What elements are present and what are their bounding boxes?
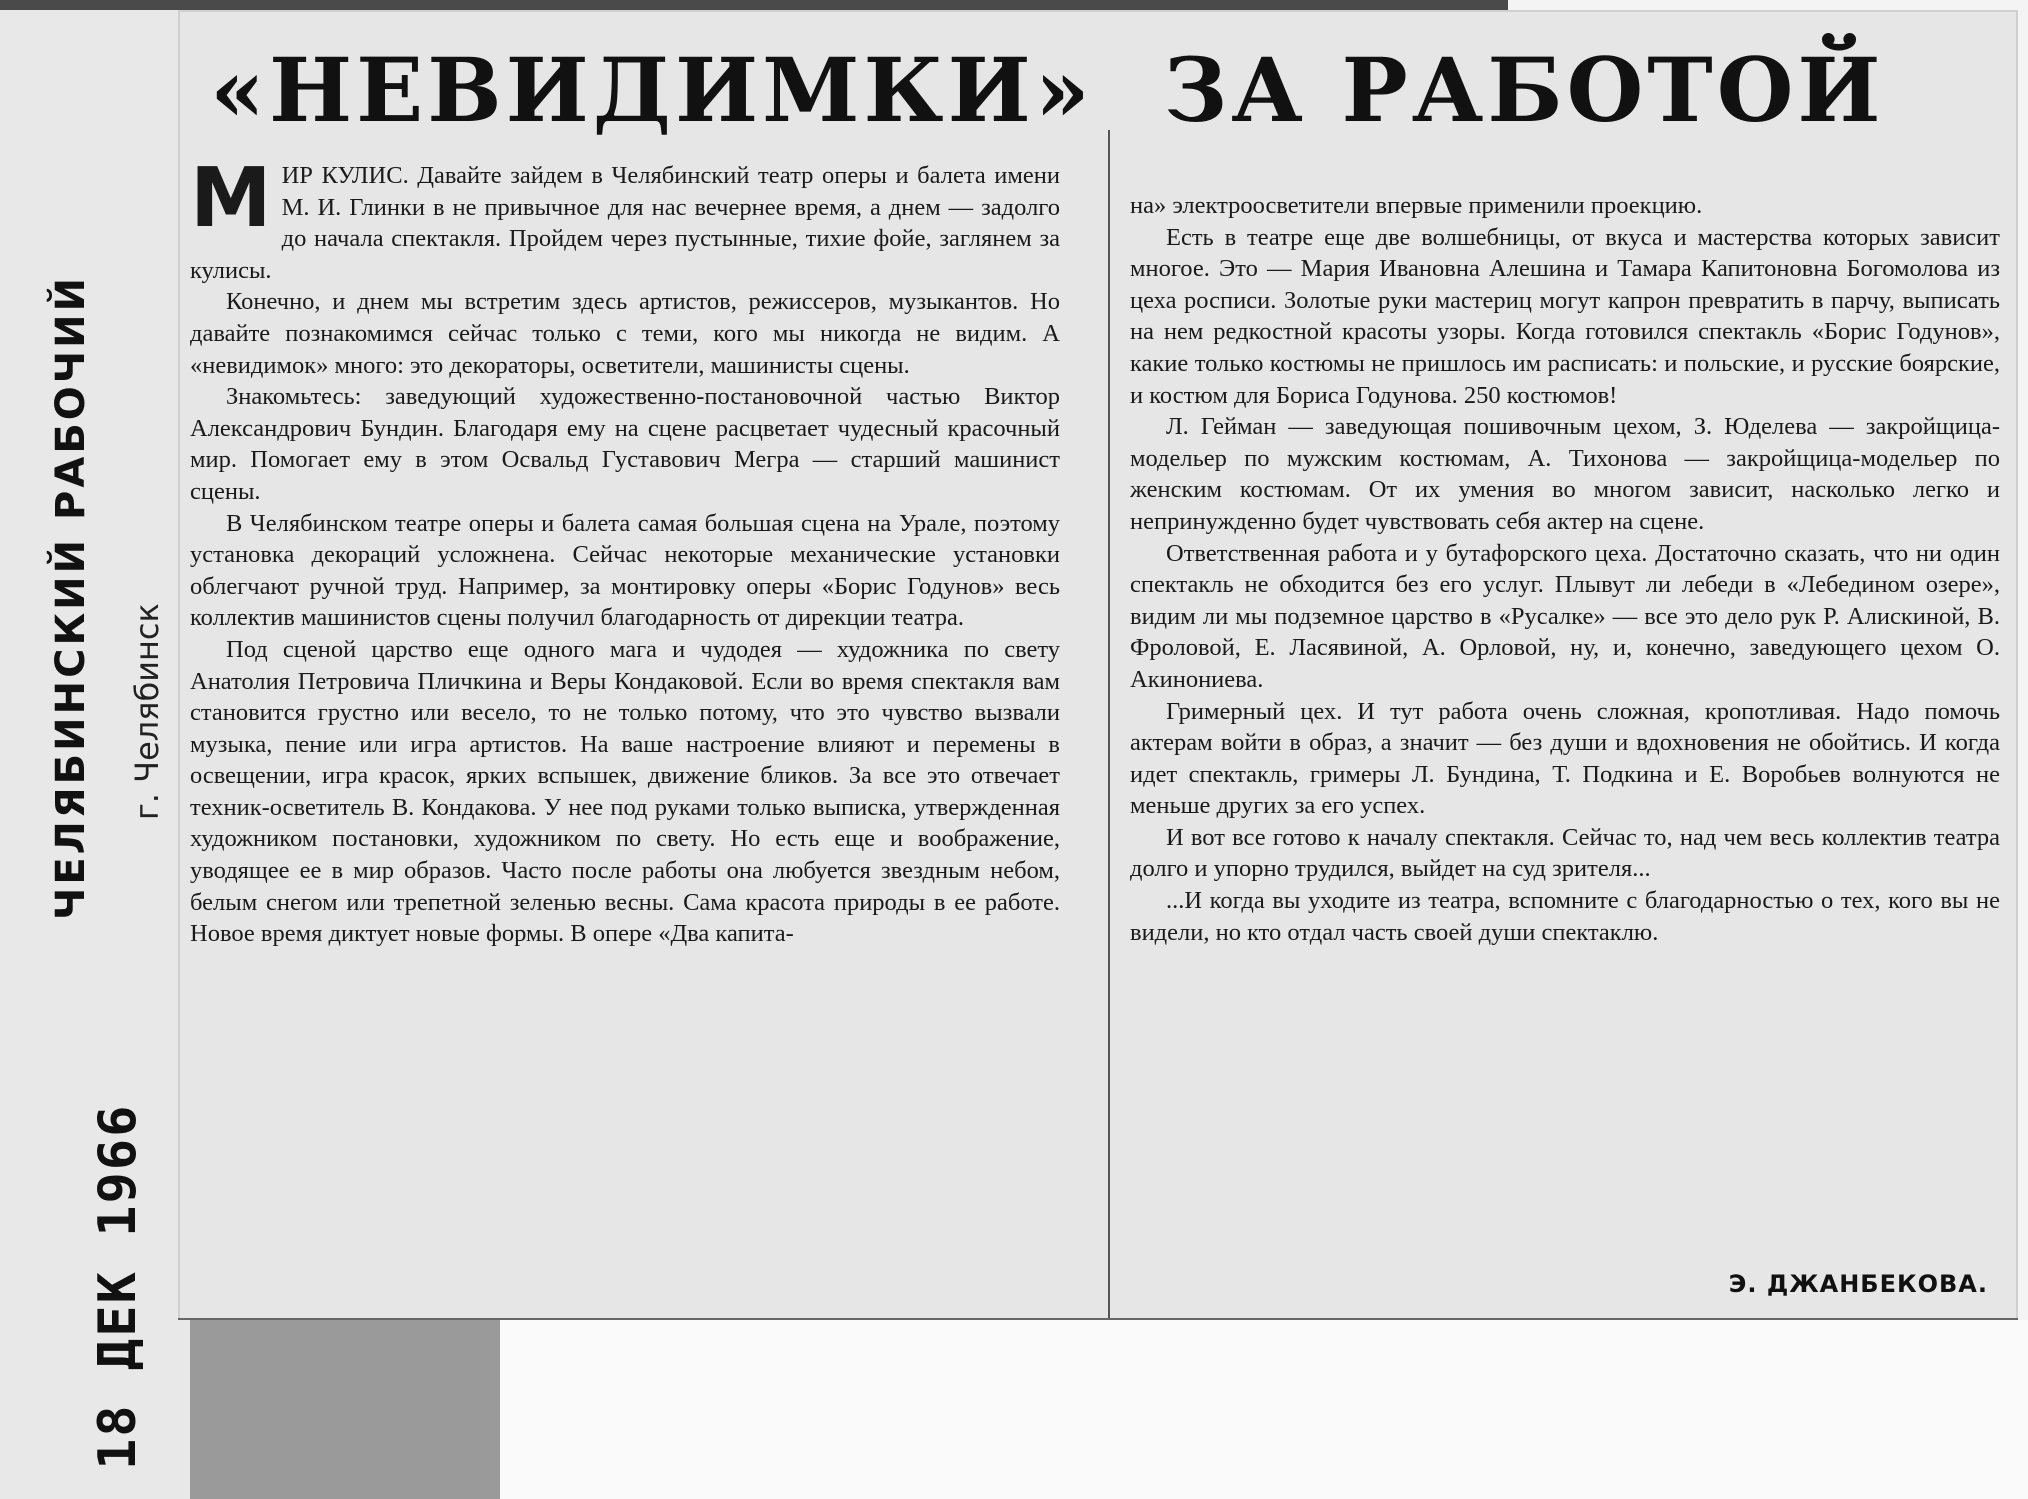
- column-divider: [1108, 130, 1110, 1320]
- newspaper-city: г. Челябинск: [128, 603, 166, 820]
- clipping-bottom-edge: [178, 1318, 2018, 1320]
- paragraph: Есть в театре еще две волшебницы, от вкуса и мастерства которых зависит многое. Это — Мария Ивановна Алешина и Тамара Капитоновна Богомолова из цеха росписи. Золотые руки мастериц могут капрон превратить в парчу, выписать на нем редкостной красоты узоры. Когда готовился спектакль «Борис Годунов», какие только костюмы не пришлось им расписать: и польские, и русские боярские, и костюм для Бориса Годунова. 250 костюмов!: [1130, 223, 2000, 409]
- newspaper-date: 18 ДЕК 1966: [88, 1103, 148, 1470]
- scan-background-bottom-right: [500, 1320, 2028, 1499]
- paragraph: на» электроосветители впервые применили проекцию.: [1130, 192, 1703, 219]
- paragraph: Ответственная работа и у бутафорского цеха. Достаточно сказать, что ни один спектакль не обходится без его услуг. Плывут ли лебеди в «Лебедином озере», видим ли мы подземное царство в «Русалке» — все это дело рук Р. Алискиной, В. Фроловой, Е. Ласявиной, А. Орловой, ну, и, конечно, заведующего цехом О. Акинониева.: [1130, 539, 2000, 693]
- paragraph: МИР КУЛИС. Давайте зайдем в Челябинский театр оперы и балета имени М. И. Глинки в не привычное для нас вечернее время, а днем — задолго до начала спектакля. Пройдем через пустынные, тихие фойе, заглянем за кулисы.: [190, 151, 1060, 284]
- paragraph: Под сценой царство еще одного мага и чудодея — художника по свету Анатолия Петровича Пличкина и Веры Кондаковой. Если во время спектакля вам становится грустно или весело, то не только потому, что это чувство вызвали музыка, пение или игра артистов. На ваше настроение влияют и перемены в освещении, игра красок, ярких вспышек, движение бликов. За все это отвечает техник-осветитель В. Кондакова. У нее под руками только выписка, утвержденная художником постановки, художником по свету. Но есть еще и воображение, уводящее ее в мир образов. Часто после работы она любуется звездным небом, белым снегом или трепетной зеленью весны. Сама красота природы в ее работе. Новое время диктует новые формы. В опере «Два капита-: [190, 635, 1060, 948]
- paragraph: И вот все готово к началу спектакля. Сейчас то, над чем весь коллектив театра долго и упорно трудился, выйдет на суд зрителя...: [1130, 823, 2000, 883]
- article-author: Э. ДЖАНБЕКОВА.: [1728, 1270, 1988, 1298]
- article-column-left: [190, 151, 1060, 950]
- paragraph: Знакомьтесь: заведующий художественно-постановочной частью Виктор Александрович Бундин. Благодаря ему на сцене расцветает чудесный красочный мир. Помогает ему в этом Освальд Густавович Мегра — старший машинист сцены.: [190, 383, 1060, 505]
- paragraph: Конечно, и днем мы встретим здесь артистов, режиссеров, музыкантов. Но давайте познакомимся сейчас только с теми, кого мы никогда не видим. А «невидимок» много: это декораторы, осветители, машинисты сцены.: [190, 288, 1060, 379]
- article-column-right: [1130, 190, 2000, 948]
- paragraph: ...И когда вы уходите из театра, вспомните с благодарностью о тех, кого вы не видели, но кто отдал часть своей души спектаклю.: [1130, 887, 2000, 946]
- newspaper-name: ЧЕЛЯБИНСКИЙ РАБОЧИЙ: [48, 274, 94, 920]
- article-headline: [210, 38, 1910, 142]
- headline-part-1: «НЕВИДИМКИ»: [210, 38, 1094, 142]
- headline-part-2: ЗА РАБОТОЙ: [1163, 38, 1885, 142]
- paragraph: Л. Гейман — заведующая пошивочным цехом, З. Юделева — закройщица-модельер по мужским костюмам, А. Тихонова — закройщица-модельер по женским костюмам. От их умения во многом зависит, насколько легко и непринужденно будет чувствовать себя актер на сцене.: [1130, 413, 2000, 535]
- paragraph: Гримерный цех. И тут работа очень сложная, кропотливая. Надо помочь актерам войти в образ, а значит — без души и вдохновения не обойтись. И когда идет спектакль, гримеры Л. Бундина, Т. Подкина и Е. Воробьев волнуются не меньше других за его успех.: [1130, 697, 2000, 820]
- paragraph: В Челябинском театре оперы и балета самая большая сцена на Урале, поэтому установка декораций усложнена. Сейчас некоторые механические установки облегчают ручной труд. Например, за монтировку оперы «Борис Годунов» весь коллектив машинистов сцены получил благодарность от дирекции театра.: [190, 509, 1060, 632]
- drop-cap: М: [190, 151, 272, 246]
- scan-background-bottom: [180, 1320, 500, 1499]
